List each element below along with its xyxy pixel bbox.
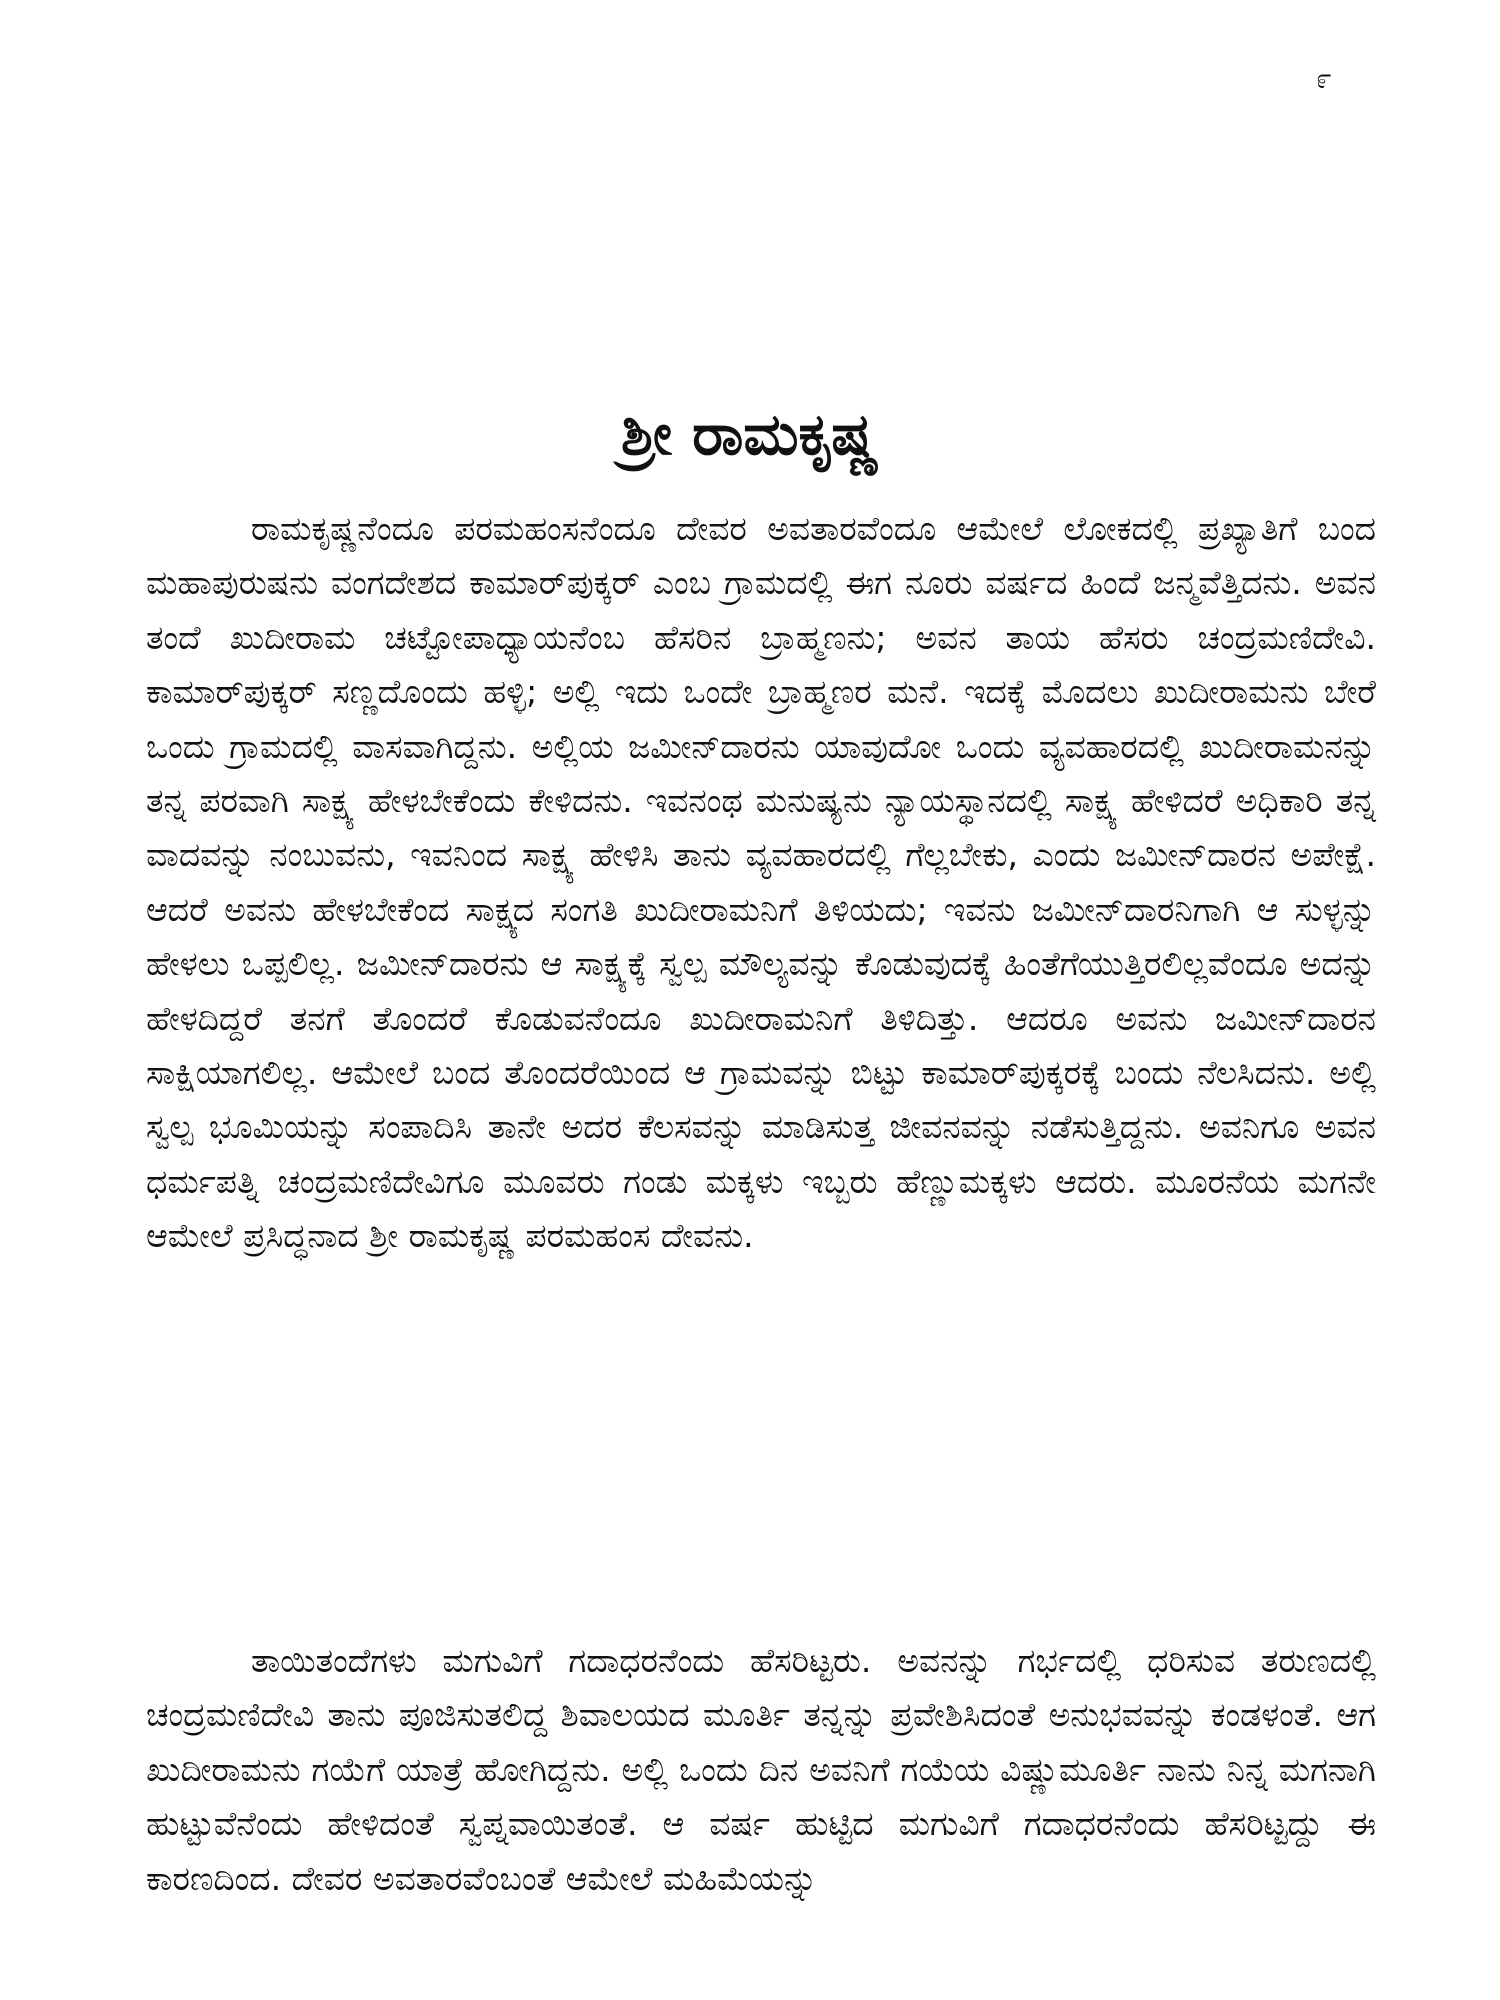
body-paragraph-2 [146,1634,1376,1906]
paragraph-text: ರಾಮಕೃಷ್ಣನೆಂದೂ ಪರಮಹಂಸನೆಂದೂ ದೇವರ ಅವತಾರವೆಂದೂ ಆಮೇಲೆ ಲೋಕದಲ್ಲಿ ಪ್ರಖ್ಯಾತಿಗೆ ಬಂದ ಮಹಾಪುರುಷನು ವಂಗದೇಶದ ಕಾಮಾರ್‌ಪುಕ್ಕರ್ ಎಂಬ ಗ್ರಾಮದಲ್ಲಿ ಈಗ ನೂರು ವರ್ಷದ ಹಿಂದೆ ಜನ್ಮವೆತ್ತಿದನು. ಅವನ ತಂದೆ ಖುದೀರಾಮ ಚಟ್ಟೋಪಾಧ್ಯಾಯನೆಂಬ ಹೆಸರಿನ ಬ್ರಾಹ್ಮಣನು; ಅವನ ತಾಯ ಹೆಸರು ಚಂದ್ರಮಣಿದೇವಿ. ಕಾಮಾರ್‌ಪುಕ್ಕರ್ ಸಣ್ಣದೊಂದು ಹಳ್ಳಿ; ಅಲ್ಲಿ ಇದು ಒಂದೇ ಬ್ರಾಹ್ಮಣರ ಮನೆ. ಇದಕ್ಕೆ ಮೊದಲು ಖುದೀರಾಮನು ಬೇರೆ ಒಂದು ಗ್ರಾಮದಲ್ಲಿ ವಾಸವಾಗಿದ್ದನು. ಅಲ್ಲಿಯ ಜಮೀನ್‌ದಾರನು ಯಾವುದೋ ಒಂದು ವ್ಯವಹಾರದಲ್ಲಿ ಖುದೀರಾಮನನ್ನು ತನ್ನ ಪರವಾಗಿ ಸಾಕ್ಷ್ಯ ಹೇಳಬೇಕೆಂದು ಕೇಳಿದನು. ಇವನಂಥ ಮನುಷ್ಯನು ನ್ಯಾಯಸ್ಥಾನದಲ್ಲಿ ಸಾಕ್ಷ್ಯ ಹೇಳಿದರೆ ಅಧಿಕಾರಿ ತನ್ನ ವಾದವನ್ನು ನಂಬುವನು, ಇವನಿಂದ ಸಾಕ್ಷ್ಯ ಹೇಳಿಸಿ ತಾನು ವ್ಯವಹಾರದಲ್ಲಿ ಗೆಲ್ಲಬೇಕು, ಎಂದು ಜಮೀನ್‌ದಾರನ ಅಪೇಕ್ಷೆ. ಆದರೆ ಅವನು ಹೇಳಬೇಕೆಂದ ಸಾಕ್ಷ್ಯದ ಸಂಗತಿ ಖುದೀರಾಮನಿಗೆ ತಿಳಿಯದು; ಇವನು ಜಮೀನ್‌ದಾರನಿಗಾಗಿ ಆ ಸುಳ್ಳನ್ನು ಹೇಳಲು ಒಪ್ಪಲಿಲ್ಲ. ಜಮೀನ್‌ದಾರನು ಆ ಸಾಕ್ಷ್ಯಕ್ಕೆ ಸ್ವಲ್ಪ ಮೌಲ್ಯವನ್ನು ಕೊಡುವುದಕ್ಕೆ ಹಿಂತೆಗೆಯುತ್ತಿರಲಿಲ್ಲವೆಂದೂ ಅದನ್ನು ಹೇಳದಿದ್ದರೆ ತನಗೆ ತೊಂದರೆ ಕೊಡುವನೆಂದೂ ಖುದೀರಾಮನಿಗೆ ತಿಳಿದಿತ್ತು. ಆದರೂ ಅವನು ಜಮೀನ್‌ದಾರನ ಸಾಕ್ಷಿಯಾಗಲಿಲ್ಲ. ಆಮೇಲೆ ಬಂದ ತೊಂದರೆಯಿಂದ ಆ ಗ್ರಾಮವನ್ನು ಬಿಟ್ಟು ಕಾಮಾರ್‌ಪುಕ್ಕರಕ್ಕೆ ಬಂದು ನೆಲಸಿದನು. ಅಲ್ಲಿ ಸ್ವಲ್ಪ ಭೂಮಿಯನ್ನು ಸಂಪಾದಿಸಿ ತಾನೇ ಅದರ ಕೆಲಸವನ್ನು ಮಾಡಿಸುತ್ತ ಜೀವನವನ್ನು ನಡೆಸುತ್ತಿದ್ದನು. ಅವನಿಗೂ ಅವನ ಧರ್ಮಪತ್ನಿ ಚಂದ್ರಮಣಿದೇವಿಗೂ ಮೂವರು ಗಂಡು ಮಕ್ಕಳು ಇಬ್ಬರು ಹೆಣ್ಣುಮಕ್ಕಳು ಆದರು. ಮೂರನೆಯ ಮಗನೇ ಆಮೇಲೆ ಪ್ರಸಿದ್ಧನಾದ ಶ್ರೀ ರಾಮಕೃಷ್ಣ ಪರಮಹಂಸ ದೇವನು. [146,509,1376,1256]
body-paragraph-1 [146,502,1376,1264]
chapter-title: ಶ್ರೀ ರಾಮಕೃಷ್ಣ [620,400,880,468]
page-number: ೯ [1316,62,1332,95]
paragraph-text: ತಾಯಿತಂದೆಗಳು ಮಗುವಿಗೆ ಗದಾಧರನೆಂದು ಹೆಸರಿಟ್ಟರು. ಅವನನ್ನು ಗರ್ಭದಲ್ಲಿ ಧರಿಸುವ ತರುಣದಲ್ಲಿ ಚಂದ್ರಮಣಿದೇವಿ ತಾನು ಪೂಜಿಸುತಲಿದ್ದ ಶಿವಾಲಯದ ಮೂರ್ತಿ ತನ್ನನ್ನು ಪ್ರವೇಶಿಸಿದಂತೆ ಅನುಭವವನ್ನು ಕಂಡಳಂತೆ. ಆಗ ಖುದೀರಾಮನು ಗಯೆಗೆ ಯಾತ್ರೆ ಹೋಗಿದ್ದನು. ಅಲ್ಲಿ ಒಂದು ದಿನ ಅವನಿಗೆ ಗಯೆಯ ವಿಷ್ಣುಮೂರ್ತಿ ನಾನು ನಿನ್ನ ಮಗನಾಗಿ ಹುಟ್ಟುವೆನೆಂದು ಹೇಳಿದಂತೆ ಸ್ವಪ್ನವಾಯಿತಂತೆ. ಆ ವರ್ಷ ಹುಟ್ಟಿದ ಮಗುವಿಗೆ ಗದಾಧರನೆಂದು ಹೆಸರಿಟ್ಟದ್ದು ಈ ಕಾರಣದಿಂದ. ದೇವರ ಅವತಾರವೆಂಬಂತೆ ಆಮೇಲೆ ಮಹಿಮೆಯನ್ನು [146,1641,1376,1898]
